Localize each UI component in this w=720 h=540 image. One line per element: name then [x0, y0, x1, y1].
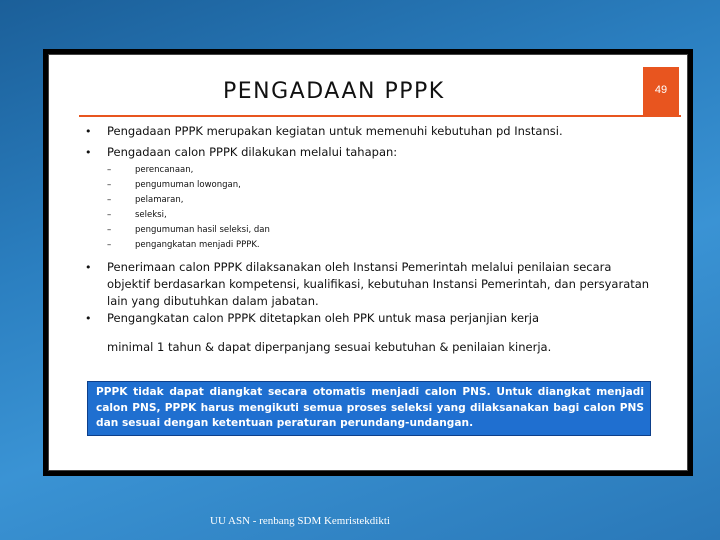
- stage-item: [107, 178, 655, 193]
- bullet-icon: •: [85, 146, 92, 159]
- bullet-continuation: minimal 1 tahun & dapat diperpanjang sesuai kebutuhan & penilaian kinerja.: [107, 340, 552, 354]
- page-number-badge: 49: [643, 67, 679, 115]
- dash-icon: –: [107, 225, 112, 235]
- bullet-icon: •: [85, 125, 92, 138]
- dash-icon: –: [107, 195, 112, 205]
- bullet-item: [83, 310, 655, 327]
- bullet-text: Pengangkatan calon PPPK ditetapkan oleh PPK untuk masa perjanjian kerja: [107, 311, 540, 325]
- stage-text: perencanaan,: [135, 165, 194, 175]
- bullet-item: [83, 123, 655, 140]
- stage-text: pengangkatan menjadi PPPK.: [135, 240, 260, 250]
- stage-item: [107, 238, 655, 253]
- dash-icon: –: [107, 240, 112, 250]
- bullet-item: [83, 259, 655, 310]
- stage-item: [107, 163, 655, 178]
- stages-list: [83, 163, 655, 253]
- highlight-note: PPPK tidak dapat diangkat secara otomatis menjadi calon PNS. Untuk diangkat menjadi calon PNS, PPPK harus mengikuti semua proses seleksi yang dilaksanakan bagi calon PNS dan sesuai dengan ketentuan peraturan perundang-undangan.: [87, 381, 651, 436]
- bullet-text: Pengadaan PPPK merupakan kegiatan untuk memenuhi kebutuhan pd Instansi.: [107, 124, 563, 138]
- dash-icon: –: [107, 210, 112, 220]
- bullet-icon: •: [85, 261, 92, 274]
- bullet-item: [83, 144, 655, 161]
- stage-text: pelamaran,: [135, 195, 184, 205]
- stage-item: [107, 193, 655, 208]
- slide-frame: [43, 49, 693, 476]
- bullet-text: Penerimaan calon PPPK dilaksanakan oleh Instansi Pemerintah melalui penilaian secara objektif berdasarkan kompetensi, kualifikasi, kebutuhan Instansi Pemerintah, dan persyaratan lain yang dibutuhkan dalam jabatan.: [107, 260, 650, 308]
- dash-icon: –: [107, 165, 112, 175]
- stage-text: seleksi,: [135, 210, 167, 220]
- bullet-icon: •: [85, 312, 92, 325]
- bullet-text: Pengadaan calon PPPK dilakukan melalui tahapan:: [107, 145, 398, 159]
- slide-content: [83, 123, 655, 356]
- title-divider: [79, 115, 681, 117]
- stage-text: pengumuman hasil seleksi, dan: [135, 225, 270, 235]
- footer-text: UU ASN - renbang SDM Kemristekdikti: [210, 515, 390, 527]
- stage-item: [107, 208, 655, 223]
- stage-text: pengumuman lowongan,: [135, 180, 241, 190]
- stage-item: [107, 223, 655, 238]
- slide: [49, 55, 687, 470]
- slide-title: PENGADAAN PPPK: [223, 79, 445, 104]
- dash-icon: –: [107, 180, 112, 190]
